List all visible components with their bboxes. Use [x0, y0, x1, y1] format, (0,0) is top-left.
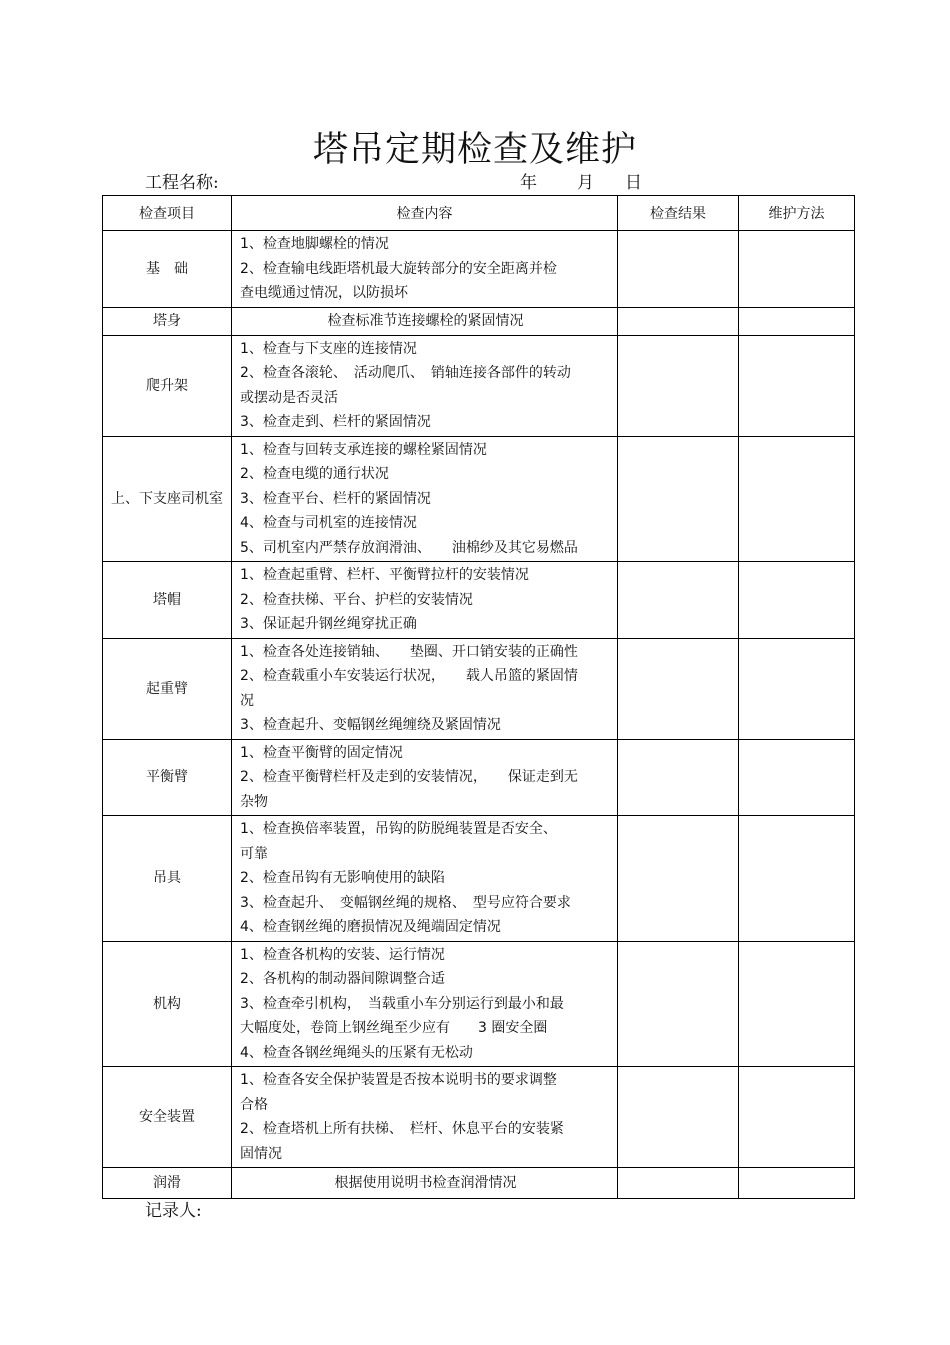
table-row	[103, 941, 855, 1067]
table-header-row	[103, 196, 855, 231]
content-line: 1、检查各处连接销轴、 垫圈、开口销安装的正确性	[240, 643, 578, 660]
inspection-item-cell: 上、下支座司机室	[103, 436, 232, 562]
table-row	[103, 562, 855, 639]
content-line: 2、检查塔机上所有扶梯、 栏杆、休息平台的安装紧	[240, 1121, 564, 1137]
maintenance-method-cell[interactable]	[739, 307, 855, 335]
inspection-content-cell	[232, 307, 618, 335]
content-line: 况	[240, 692, 254, 709]
table-row	[103, 436, 855, 562]
date-year-label: 年	[520, 173, 537, 193]
table-row	[103, 1067, 855, 1168]
inspection-item-cell: 平衡臂	[103, 739, 232, 816]
content-line: 根据使用说明书检查润滑情况	[334, 1174, 517, 1191]
content-line: 固情况	[240, 1145, 282, 1162]
inspection-item-cell: 爬升架	[103, 335, 232, 436]
inspection-result-cell[interactable]	[618, 638, 739, 739]
recorder-label: 记录人:	[145, 1201, 202, 1221]
content-line: 1、检查与回转支承连接的螺栓紧固情况	[240, 441, 487, 458]
content-line: 2、各机构的制动器间隙调整合适	[240, 971, 445, 987]
content-line: 3、检查走到、栏杆的紧固情况	[240, 414, 431, 430]
inspection-content-cell	[232, 335, 618, 436]
inspection-content-cell	[232, 436, 618, 562]
content-line: 3、检查牵引机构， 当载重小车分别运行到最小和最	[240, 995, 564, 1012]
inspection-item-cell: 基 础	[103, 231, 232, 308]
table-row	[103, 231, 855, 308]
content-line: 2、检查输电线距塔机最大旋转部分的安全距离并检	[240, 260, 557, 277]
inspection-result-cell[interactable]	[618, 1067, 739, 1168]
content-line: 可靠	[240, 845, 268, 862]
maintenance-method-cell[interactable]	[739, 436, 855, 562]
header-inspection-item: 检查项目	[103, 196, 232, 231]
content-line: 杂物	[240, 793, 268, 810]
date-month-label: 月	[577, 173, 594, 193]
inspection-table	[102, 195, 855, 1199]
table-row	[103, 739, 855, 816]
inspection-item-cell: 塔身	[103, 307, 232, 335]
content-line: 4、检查各钢丝绳绳头的压紧有无松动	[240, 1044, 473, 1061]
maintenance-method-cell[interactable]	[739, 739, 855, 816]
content-line: 1、检查换倍率装置，吊钩的防脱绳装置是否安全、	[240, 821, 557, 837]
table-row	[103, 816, 855, 942]
content-line: 3、保证起升钢丝绳穿扰正确	[240, 616, 417, 632]
inspection-result-cell[interactable]	[618, 1168, 739, 1199]
inspection-result-cell[interactable]	[618, 562, 739, 639]
inspection-content-cell	[232, 1168, 618, 1199]
content-line: 2、检查平衡臂栏杆及走到的安装情况， 保证走到无	[240, 769, 578, 785]
inspection-content-cell	[232, 739, 618, 816]
content-line: 3、检查起升、 变幅钢丝绳的规格、 型号应符合要求	[240, 894, 571, 911]
maintenance-method-cell[interactable]	[739, 231, 855, 308]
inspection-result-cell[interactable]	[618, 307, 739, 335]
content-line: 2、检查各滚轮、 活动爬爪、 销轴连接各部件的转动	[240, 365, 571, 381]
inspection-item-cell: 润滑	[103, 1168, 232, 1199]
content-line: 2、检查吊钩有无影响使用的缺陷	[240, 870, 445, 886]
content-line: 1、检查各安全保护装置是否按本说明书的要求调整	[240, 1072, 557, 1088]
inspection-result-cell[interactable]	[618, 816, 739, 942]
content-line: 3、检查平台、栏杆的紧固情况	[240, 490, 431, 507]
inspection-result-cell[interactable]	[618, 739, 739, 816]
table-row	[103, 638, 855, 739]
content-line: 合格	[240, 1096, 268, 1113]
content-line: 3、检查起升、变幅钢丝绳缠绕及紧固情况	[240, 717, 501, 733]
content-line: 1、检查平衡臂的固定情况	[240, 744, 403, 761]
content-line: 或摆动是否灵活	[240, 389, 338, 406]
content-line: 1、检查起重臂、栏杆、平衡臂拉杆的安装情况	[240, 567, 529, 583]
content-line: 1、检查各机构的安装、运行情况	[240, 946, 445, 963]
content-line: 查电缆通过情况，以防损坏	[240, 285, 408, 301]
inspection-item-cell: 起重臂	[103, 638, 232, 739]
maintenance-method-cell[interactable]	[739, 335, 855, 436]
content-line: 4、检查钢丝绳的磨损情况及绳端固定情况	[240, 919, 501, 935]
header-inspection-content: 检查内容	[232, 196, 618, 231]
maintenance-method-cell[interactable]	[739, 941, 855, 1067]
table-row	[103, 307, 855, 335]
content-line: 1、检查地脚螺栓的情况	[240, 236, 389, 252]
inspection-content-cell	[232, 1067, 618, 1168]
content-line: 1、检查与下支座的连接情况	[240, 340, 417, 357]
table-row	[103, 1168, 855, 1199]
inspection-result-cell[interactable]	[618, 335, 739, 436]
inspection-content-cell	[232, 231, 618, 308]
content-line: 2、检查载重小车安装运行状况， 载人吊篮的紧固情	[240, 668, 578, 684]
date-day-label: 日	[625, 173, 642, 193]
maintenance-method-cell[interactable]	[739, 1168, 855, 1199]
content-line: 检查标准节连接螺栓的紧固情况	[327, 312, 524, 329]
inspection-content-cell	[232, 941, 618, 1067]
inspection-content-cell	[232, 816, 618, 942]
table-row	[103, 335, 855, 436]
maintenance-method-cell[interactable]	[739, 1067, 855, 1168]
page-title: 塔吊定期检查及维护	[312, 130, 637, 170]
inspection-item-cell: 塔帽	[103, 562, 232, 639]
content-line: 5、司机室内严禁存放润滑油、 油棉纱及其它易燃品	[240, 539, 578, 556]
maintenance-method-cell[interactable]	[739, 816, 855, 942]
inspection-item-cell: 安全装置	[103, 1067, 232, 1168]
header-maintenance-method: 维护方法	[739, 196, 855, 231]
inspection-item-cell: 吊具	[103, 816, 232, 942]
content-line: 大幅度处，卷筒上钢丝绳至少应有 3 圈安全圈	[240, 1020, 548, 1036]
inspection-content-cell	[232, 638, 618, 739]
content-line: 2、检查电缆的通行状况	[240, 466, 389, 482]
inspection-result-cell[interactable]	[618, 436, 739, 562]
inspection-item-cell: 机构	[103, 941, 232, 1067]
header-inspection-result: 检查结果	[618, 196, 739, 231]
inspection-result-cell[interactable]	[618, 941, 739, 1067]
maintenance-method-cell[interactable]	[739, 638, 855, 739]
inspection-content-cell	[232, 562, 618, 639]
project-name-label: 工程名称:	[145, 173, 219, 193]
content-line: 2、检查扶梯、平台、护栏的安装情况	[240, 591, 473, 608]
maintenance-method-cell[interactable]	[739, 562, 855, 639]
content-line: 4、检查与司机室的连接情况	[240, 515, 417, 531]
inspection-result-cell[interactable]	[618, 231, 739, 308]
